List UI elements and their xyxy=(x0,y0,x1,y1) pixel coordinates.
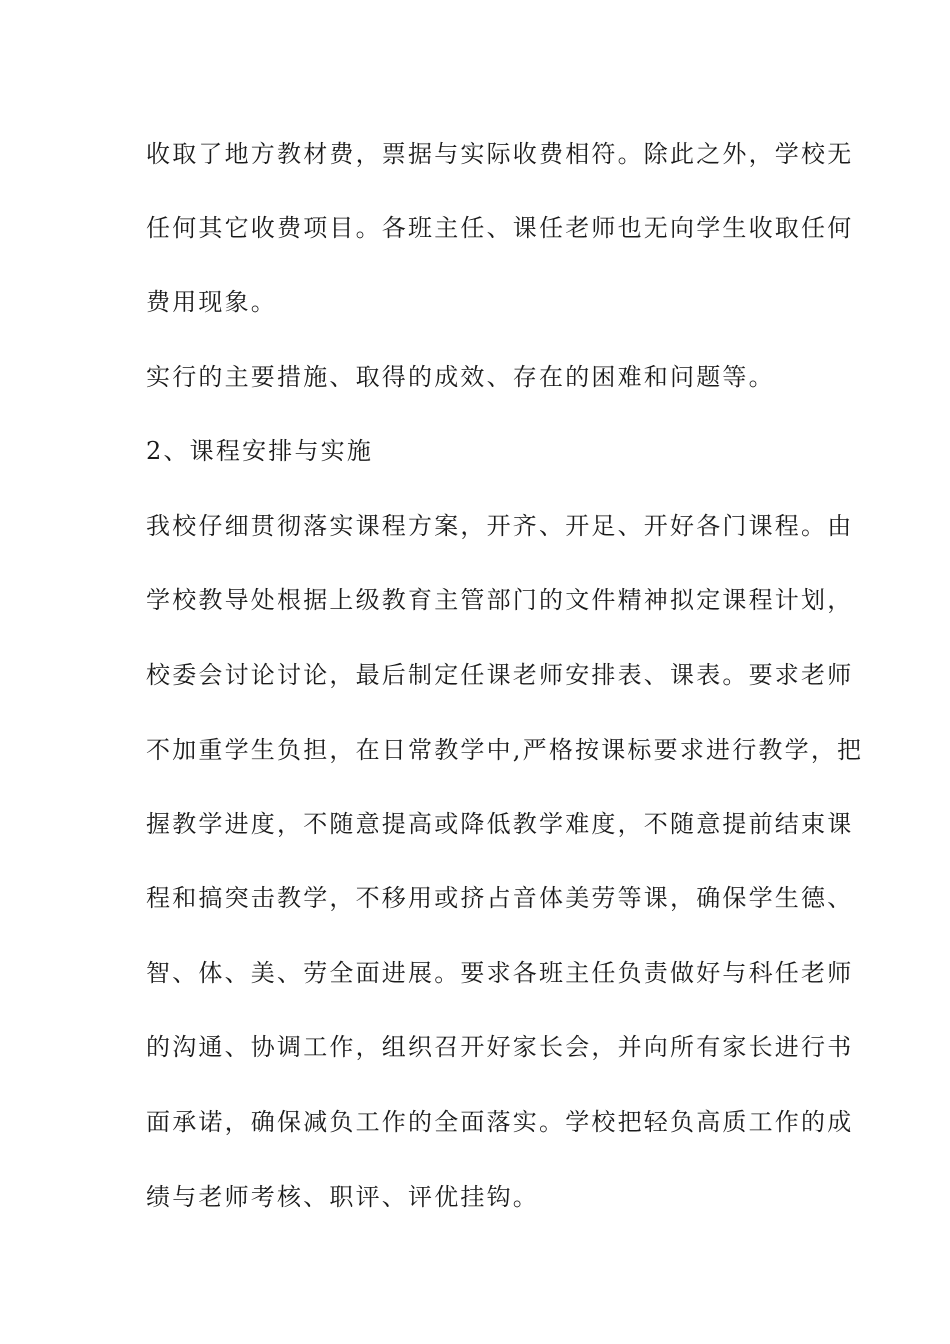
paragraph-curriculum-line-10: 绩与老师考核、职评、评优挂钩。 xyxy=(146,1183,539,1211)
paragraph-curriculum-line-4: 不加重学生负担，在日常教学中,严格按课标要求进行教学，把 xyxy=(146,736,864,764)
paragraph-fees-line-2: 任何其它收费项目。各班主任、课任老师也无向学生收取任何 xyxy=(146,214,854,242)
paragraph-curriculum-line-3: 校委会讨论讨论，最后制定任课老师安排表、课表。要求老师 xyxy=(146,661,854,689)
paragraph-curriculum-line-8: 的沟通、协调工作，组织召开好家长会，并向所有家长进行书 xyxy=(146,1033,854,1061)
section-heading: 2、课程安排与实施 xyxy=(146,437,374,465)
paragraph-curriculum-line-1: 我校仔细贯彻落实课程方案，开齐、开足、开好各门课程。由 xyxy=(146,512,854,540)
paragraph-curriculum-line-5: 握教学进度，不随意提高或降低教学难度，不随意提前结束课 xyxy=(146,810,854,838)
paragraph-curriculum-line-2: 学校教导处根据上级教育主管部门的文件精神拟定课程计划， xyxy=(146,586,854,614)
paragraph-curriculum-line-7: 智、体、美、劳全面进展。要求各班主任负责做好与科任老师 xyxy=(146,959,854,987)
measures-line: 实行的主要措施、取得的成效、存在的困难和问题等。 xyxy=(146,363,775,391)
paragraph-curriculum-line-6: 程和搞突击教学，不移用或挤占音体美劳等课，确保学生德、 xyxy=(146,884,854,912)
paragraph-fees-line-1: 收取了地方教材费，票据与实际收费相符。除此之外，学校无 xyxy=(146,140,854,168)
paragraph-curriculum-line-9: 面承诺，确保减负工作的全面落实。学校把轻负高质工作的成 xyxy=(146,1108,854,1136)
paragraph-fees-line-3: 费用现象。 xyxy=(146,288,277,316)
